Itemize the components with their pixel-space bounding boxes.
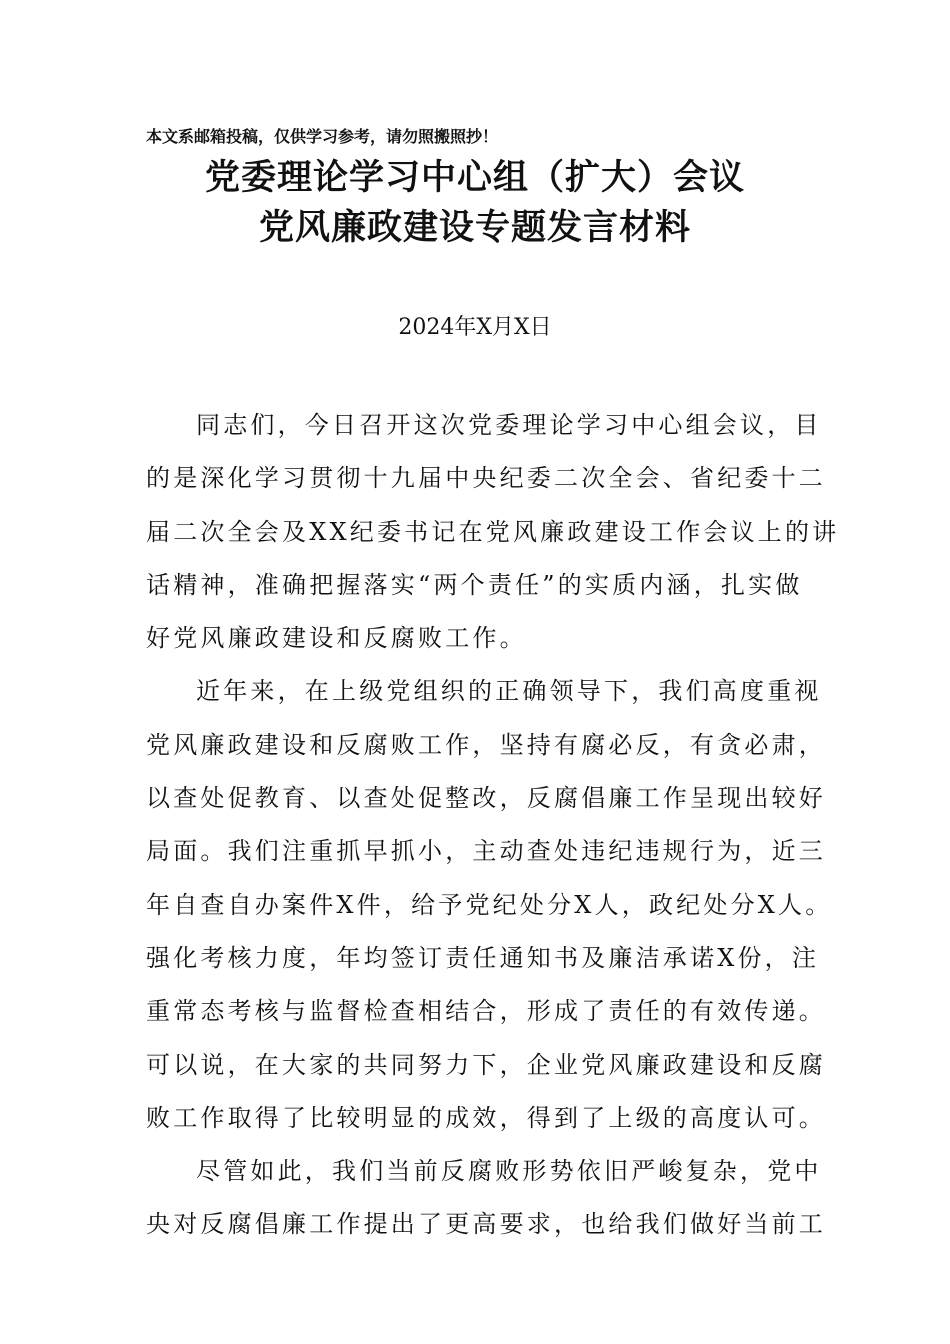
paragraph-line: 党风廉政建设和反腐败工作，坚持有腐必反，有贪必肃， <box>146 730 826 759</box>
document-body <box>146 405 840 1258</box>
document-date: 2024年X月X日 <box>398 315 552 340</box>
paragraph-line: 届二次全会及XX纪委书记在党风廉政建设工作会议上的讲 <box>146 517 840 546</box>
submission-notice: 本文系邮箱投稿，仅供学习参考，请勿照搬照抄！ <box>146 127 499 146</box>
paragraph-line: 的是深化学习贯彻十九届中央纪委二次全会、省纪委十二 <box>146 464 826 493</box>
paragraph-line: 同志们，今日召开这次党委理论学习中心组会议，目 <box>196 411 822 439</box>
paragraph-line: 强化考核力度，年均签订责任通知书及廉洁承诺X份，注 <box>146 943 820 972</box>
paragraph-line: 可以说，在大家的共同努力下，企业党风廉政建设和反腐 <box>146 1050 826 1079</box>
paragraph-line: 尽管如此，我们当前反腐败形势依旧严峻复杂，党中 <box>196 1157 822 1186</box>
paragraph-line: 重常态考核与监督检查相结合，形成了责任的有效传递。 <box>146 997 826 1026</box>
paragraph-line: 央对反腐倡廉工作提出了更高要求，也给我们做好当前工 <box>146 1210 826 1239</box>
document-title-line-2: 党风廉政建设专题发言材料 <box>258 207 691 248</box>
paragraph-line: 败工作取得了比较明显的成效，得到了上级的高度认可。 <box>146 1103 826 1132</box>
document-title-line-1: 党委理论学习中心组（扩大）会议 <box>204 157 745 198</box>
paragraph-line: 年自查自办案件X件，给予党纪处分X人，政纪处分X人。 <box>146 890 833 919</box>
paragraph-line: 以查处促教育、以查处促整改，反腐倡廉工作呈现出较好 <box>146 784 826 813</box>
paragraph-line: 好党风廉政建设和反腐败工作。 <box>146 624 527 653</box>
paragraph-line: 话精神，准确把握落实“两个责任”的实质内涵，扎实做 <box>146 570 803 599</box>
paragraph-line: 局面。我们注重抓早抓小，主动查处违纪违规行为，近三 <box>146 837 826 866</box>
paragraph-line: 近年来，在上级党组织的正确领导下，我们高度重视 <box>196 677 822 706</box>
